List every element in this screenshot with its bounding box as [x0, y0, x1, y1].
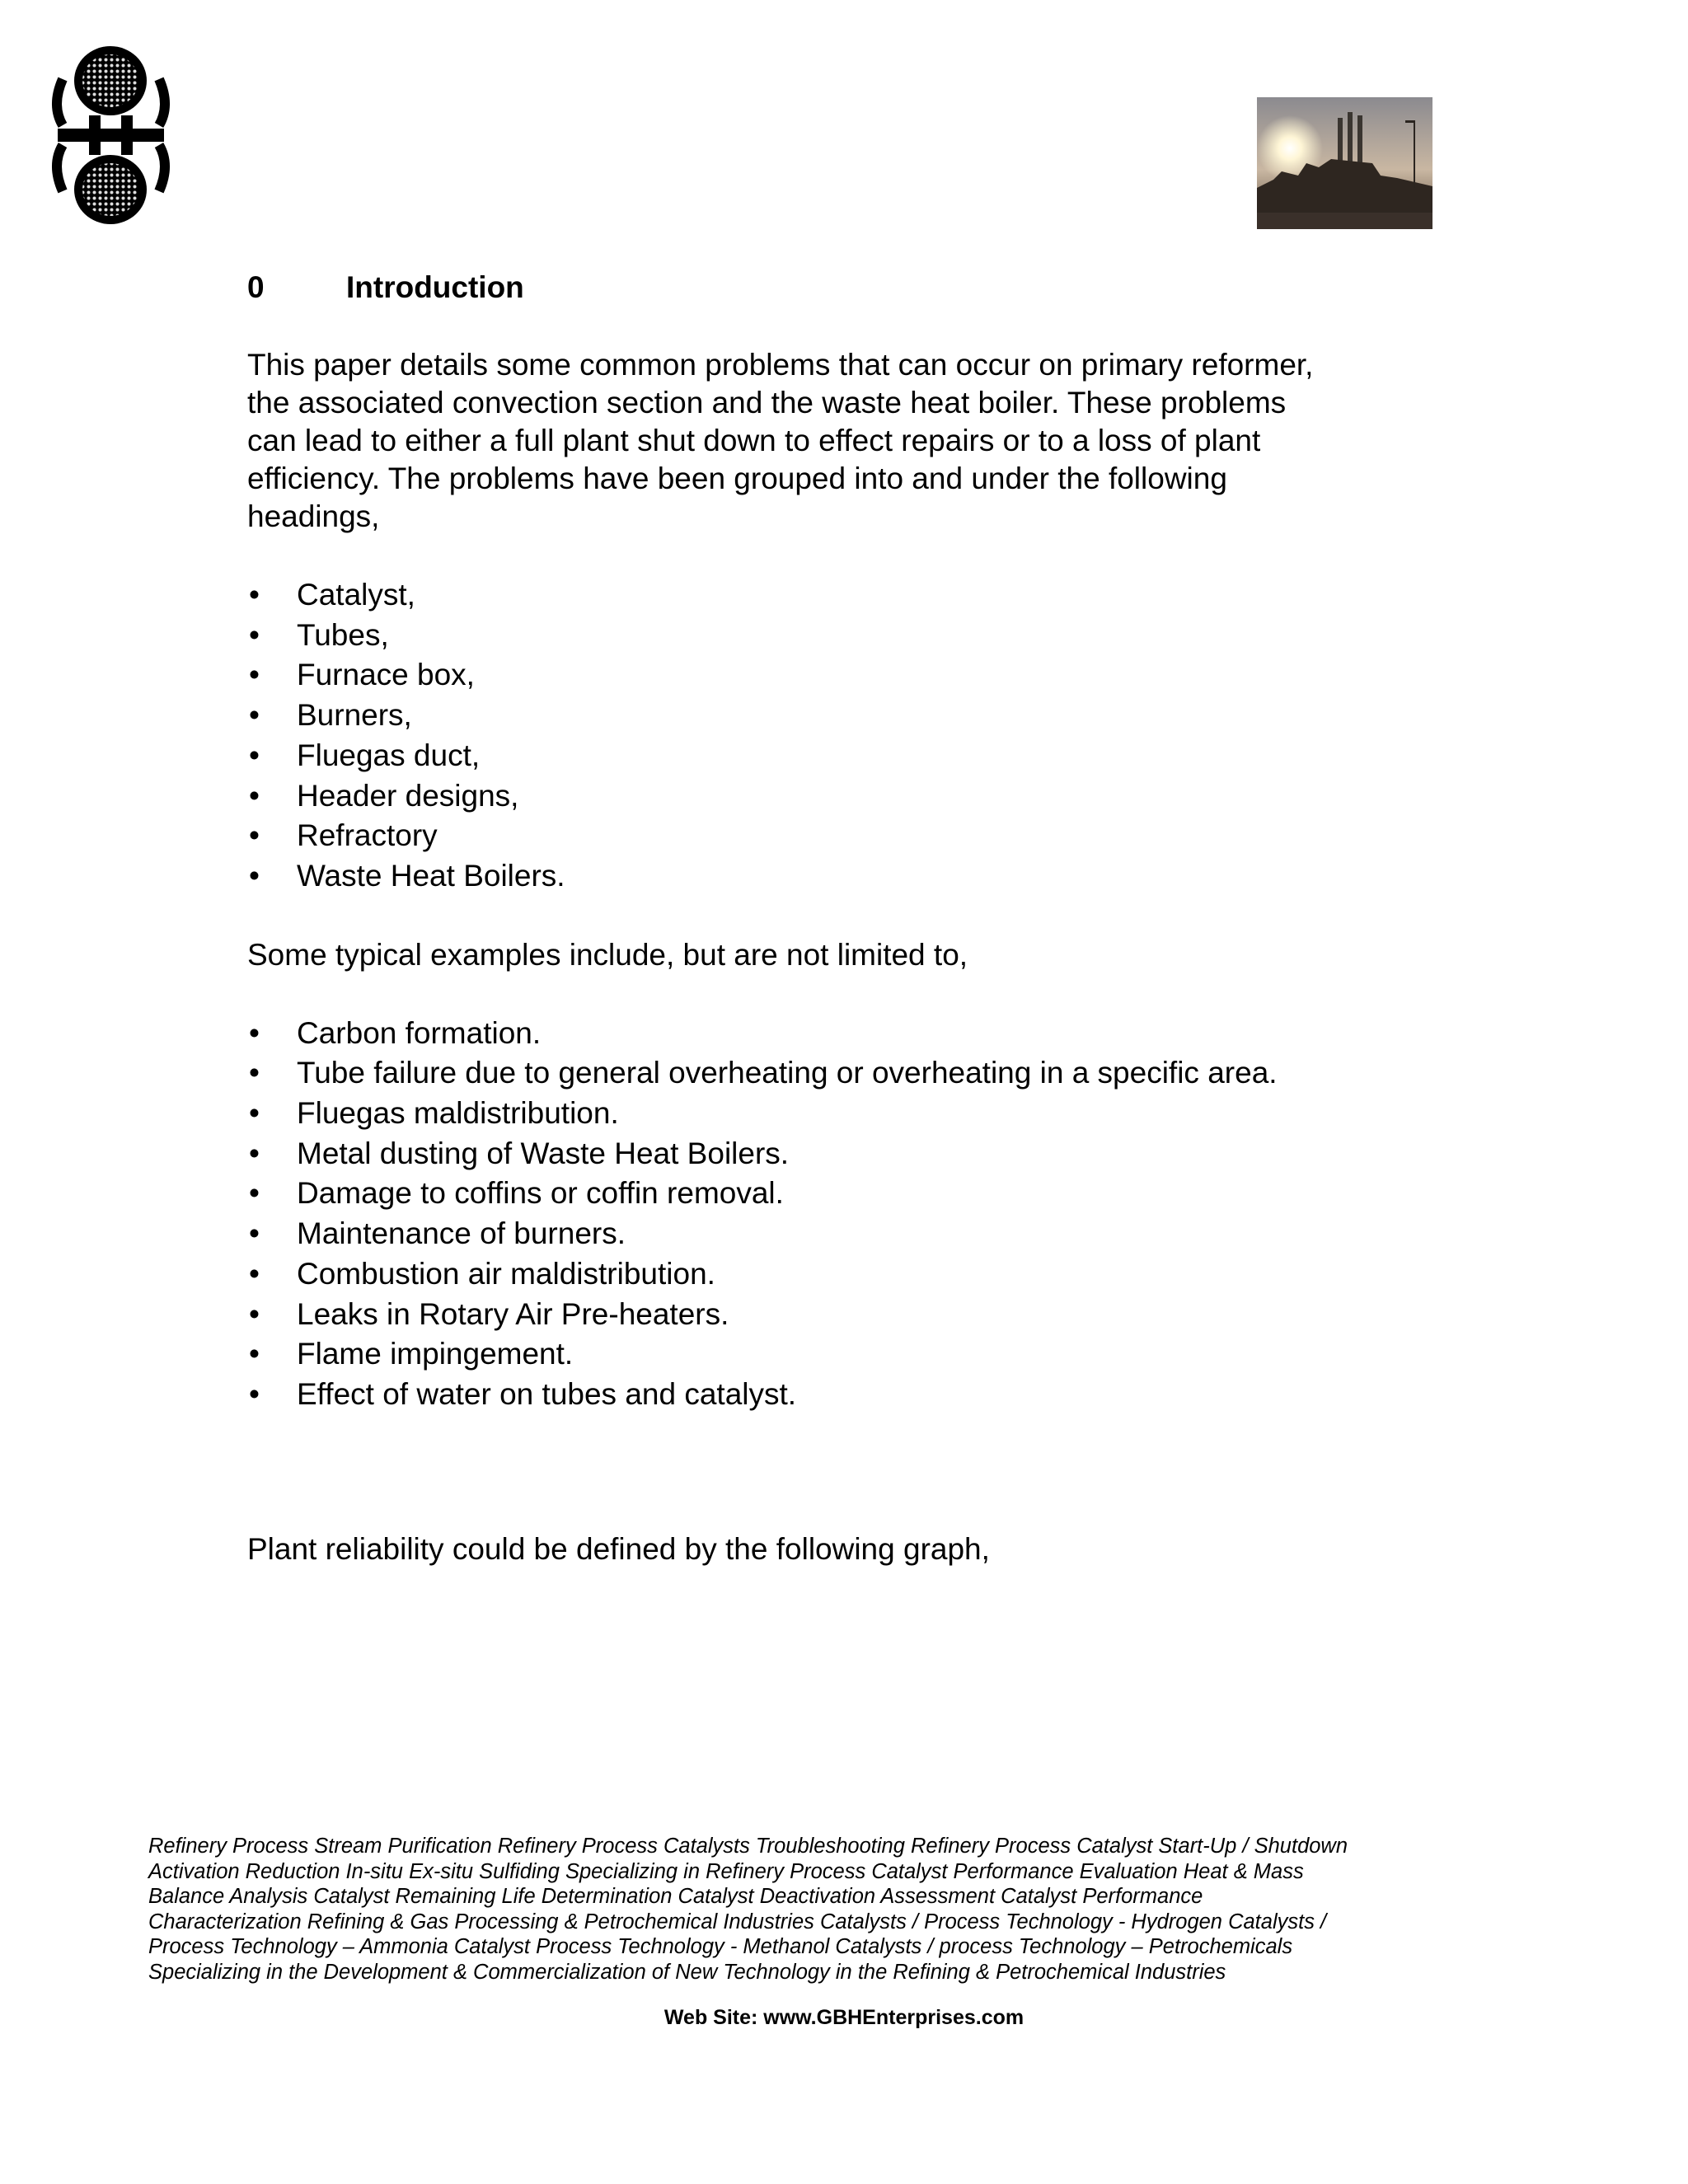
- bullet-icon: •: [249, 1176, 260, 1211]
- list-item: • Metal dusting of Waste Heat Boilers.: [247, 1134, 1451, 1174]
- footer-line: Refinery Process Stream Purification Refinery Process Catalysts Troubleshooting Refinery Process Catalyst Start-Up / Shutdown: [148, 1835, 1348, 1858]
- bullet-icon: •: [249, 1296, 260, 1331]
- intro-line: the associated convection section and the waste heat boiler. These problems: [247, 386, 1287, 419]
- headings-list: [247, 575, 1451, 897]
- section-title: Introduction: [346, 270, 524, 304]
- list-item: • Refractory: [247, 816, 1451, 856]
- spacer: [247, 1415, 1451, 1491]
- list-item: • Waste Heat Boilers.: [247, 856, 1451, 897]
- bullet-icon: •: [249, 1256, 260, 1291]
- refinery-photo-icon: [1257, 97, 1432, 229]
- list-item: • Fluegas maldistribution.: [247, 1094, 1451, 1134]
- gbh-logo-icon: [51, 40, 171, 231]
- intro-paragraph: [247, 346, 1418, 536]
- list-item: • Maintenance of burners.: [247, 1214, 1451, 1254]
- examples-list: [247, 1014, 1451, 1415]
- bullet-icon: •: [249, 818, 260, 853]
- footer-line: Balance Analysis Catalyst Remaining Life Determination Catalyst Deactivation Assessment Catalyst Performance: [148, 1885, 1203, 1909]
- footer-keywords: [148, 1834, 1434, 1985]
- list-item: • Burners,: [247, 696, 1451, 736]
- bullet-icon: •: [249, 1376, 260, 1411]
- footer-line: Specializing in the Development & Commercialization of New Technology in the Refining & Petrochemical Industries: [148, 1960, 1226, 1984]
- list-item: • Combustion air maldistribution.: [247, 1254, 1451, 1295]
- list-item: • Damage to coffins or coffin removal.: [247, 1174, 1451, 1214]
- bullet-icon: •: [249, 1216, 260, 1251]
- reliability-sentence: Plant reliability could be defined by the following graph,: [247, 1531, 990, 1566]
- intro-line: can lead to either a full plant shut down to effect repairs or to a loss of plant: [247, 424, 1261, 457]
- bullet-icon: •: [249, 1056, 260, 1090]
- bullet-icon: •: [249, 778, 260, 813]
- list-item: • Furnace box,: [247, 655, 1451, 696]
- bullet-icon: •: [249, 1096, 260, 1131]
- list-item: • Tube failure due to general overheating or overheating in a specific area.: [247, 1053, 1451, 1094]
- bullet-icon: •: [249, 858, 260, 893]
- bullet-icon: •: [249, 578, 260, 612]
- list-item: • Fluegas duct,: [247, 736, 1451, 776]
- website-link[interactable]: Web Site: www.GBHEnterprises.com: [663, 2006, 1025, 2029]
- intro-line: efficiency. The problems have been grouped into and under the following: [247, 462, 1227, 495]
- list-item: • Catalyst,: [247, 575, 1451, 616]
- bullet-icon: •: [249, 1337, 260, 1371]
- list-item: • Tubes,: [247, 616, 1451, 656]
- examples-intro: Some typical examples include, but are not limited to,: [247, 937, 968, 972]
- section-number: 0: [247, 270, 265, 304]
- list-item: • Header designs,: [247, 776, 1451, 817]
- footer-line: Characterization Refining & Gas Processing & Petrochemical Industries Catalysts / Process Technology - Hydrogen Catalysts /: [148, 1910, 1327, 1933]
- list-item: • Leaks in Rotary Air Pre-heaters.: [247, 1295, 1451, 1335]
- intro-line: headings,: [247, 499, 380, 533]
- bullet-icon: •: [249, 738, 260, 772]
- footer-line: Activation Reduction In-situ Ex-situ Sulfiding Specializing in Refinery Process Catalyst Performance Evaluation Heat & Mass: [148, 1859, 1304, 1883]
- list-item: • Carbon formation.: [247, 1014, 1451, 1054]
- bullet-icon: •: [249, 658, 260, 692]
- intro-line: This paper details some common problems that can occur on primary reformer,: [247, 348, 1314, 382]
- footer-line: Process Technology – Ammonia Catalyst Process Technology - Methanol Catalysts / process Technology – Petrochemicals: [148, 1935, 1293, 1959]
- section-heading: [247, 269, 1451, 307]
- bullet-icon: •: [249, 1136, 260, 1170]
- bullet-icon: •: [249, 1015, 260, 1050]
- list-item: • Effect of water on tubes and catalyst.: [247, 1375, 1451, 1415]
- bullet-icon: •: [249, 617, 260, 652]
- list-item: • Flame impingement.: [247, 1334, 1451, 1375]
- main-content: [247, 269, 1451, 1568]
- bullet-icon: •: [249, 698, 260, 733]
